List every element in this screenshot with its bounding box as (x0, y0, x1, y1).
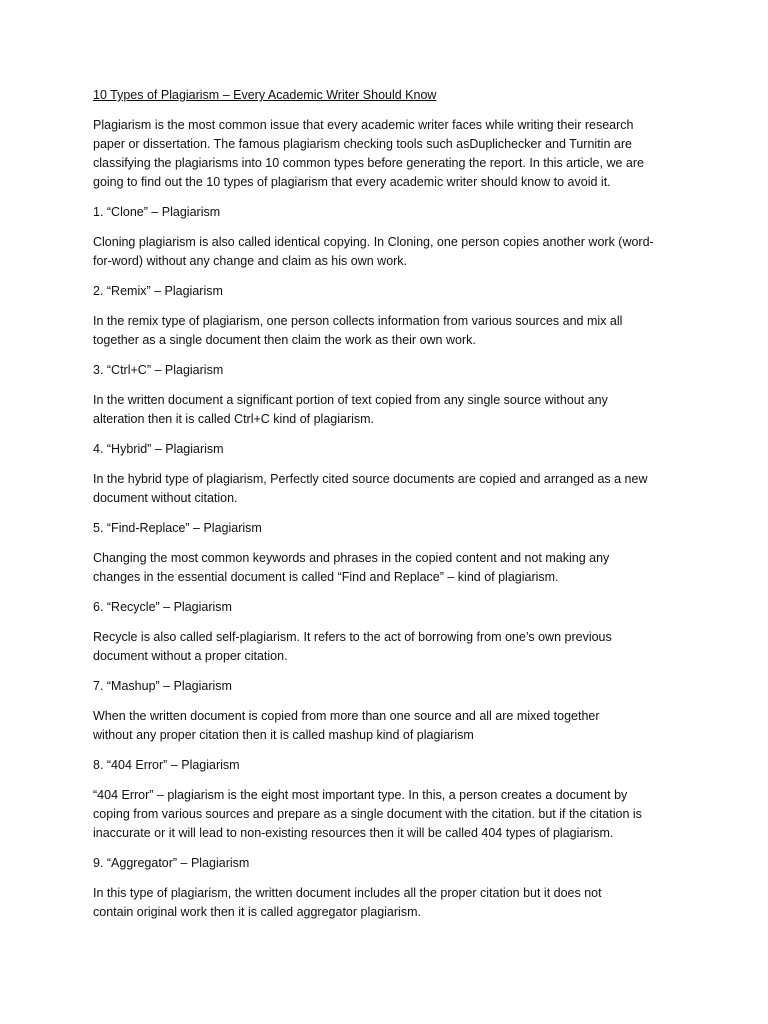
paragraph-line: alteration then it is called Ctrl+C kind of plagiarism. (93, 412, 375, 426)
section-paragraph-404-error (93, 786, 683, 843)
intro-line: paper or dissertation. The famous plagiarism checking tools such asDuplichecker and Turnitin are (93, 137, 632, 151)
section-paragraph-recycle (93, 628, 683, 666)
paragraph-line: In the hybrid type of plagiarism, Perfectly cited source documents are copied and arranged as a new (93, 472, 648, 486)
paragraph-line: document without citation. (93, 491, 238, 505)
section-heading-find-replace: 5. “Find-Replace” – Plagiarism (93, 521, 262, 535)
paragraph-line: Cloning plagiarism is also called identical copying. In Cloning, one person copies another work (word- (93, 235, 654, 249)
section-heading-clone: 1. “Clone” – Plagiarism (93, 205, 221, 219)
section-paragraph-ctrl-c (93, 391, 683, 429)
section-paragraph-hybrid (93, 470, 683, 508)
paragraph-line: together as a single document then claim the work as their own work. (93, 333, 476, 347)
section-paragraph-mashup (93, 707, 683, 745)
paragraph-line: document without a proper citation. (93, 649, 288, 663)
intro-line: Plagiarism is the most common issue that every academic writer faces while writing their research (93, 118, 634, 132)
document-body (93, 86, 683, 933)
paragraph-line: When the written document is copied from more than one source and all are mixed together (93, 709, 600, 723)
section-paragraph-aggregator (93, 884, 683, 922)
document-title: 10 Types of Plagiarism – Every Academic Writer Should Know (93, 88, 437, 102)
paragraph-line: “404 Error” – plagiarism is the eight most important type. In this, a person creates a document by (93, 788, 628, 802)
paragraph-line: coping from various sources and prepare as a single document with the citation. but if the citation is (93, 807, 642, 821)
section-heading-recycle: 6. “Recycle” – Plagiarism (93, 600, 232, 614)
paragraph-line: Changing the most common keywords and phrases in the copied content and not making any (93, 551, 610, 565)
section-heading-aggregator: 9. “Aggregator” – Plagiarism (93, 856, 250, 870)
paragraph-line: In the written document a significant portion of text copied from any single source without any (93, 393, 608, 407)
paragraph-line: In this type of plagiarism, the written document includes all the proper citation but it does not (93, 886, 602, 900)
section-paragraph-find-replace (93, 549, 683, 587)
section-heading-404-error: 8. “404 Error” – Plagiarism (93, 758, 240, 772)
section-heading-hybrid: 4. “Hybrid” – Plagiarism (93, 442, 224, 456)
paragraph-line: Recycle is also called self-plagiarism. It refers to the act of borrowing from one’s own previous (93, 630, 612, 644)
section-heading-remix: 2. “Remix” – Plagiarism (93, 284, 223, 298)
paragraph-line: for-word) without any change and claim as his own work. (93, 254, 408, 268)
intro-line: going to find out the 10 types of plagiarism that every academic writer should know to avoid it. (93, 175, 611, 189)
section-paragraph-clone (93, 233, 683, 271)
paragraph-line: changes in the essential document is called “Find and Replace” – kind of plagiarism. (93, 570, 559, 584)
section-heading-ctrl-c: 3. “Ctrl+C” – Plagiarism (93, 363, 224, 377)
section-heading-mashup: 7. “Mashup” – Plagiarism (93, 679, 232, 693)
intro-line: classifying the plagiarisms into 10 common types before generating the report. In this article, we are (93, 156, 644, 170)
paragraph-line: contain original work then it is called aggregator plagiarism. (93, 905, 421, 919)
section-paragraph-remix (93, 312, 683, 350)
intro-paragraph (93, 116, 683, 192)
paragraph-line: inaccurate or it will lead to non-existing resources then it will be called 404 types of plagiarism. (93, 826, 614, 840)
paragraph-line: In the remix type of plagiarism, one person collects information from various sources and mix all (93, 314, 623, 328)
paragraph-line: without any proper citation then it is called mashup kind of plagiarism (93, 728, 474, 742)
